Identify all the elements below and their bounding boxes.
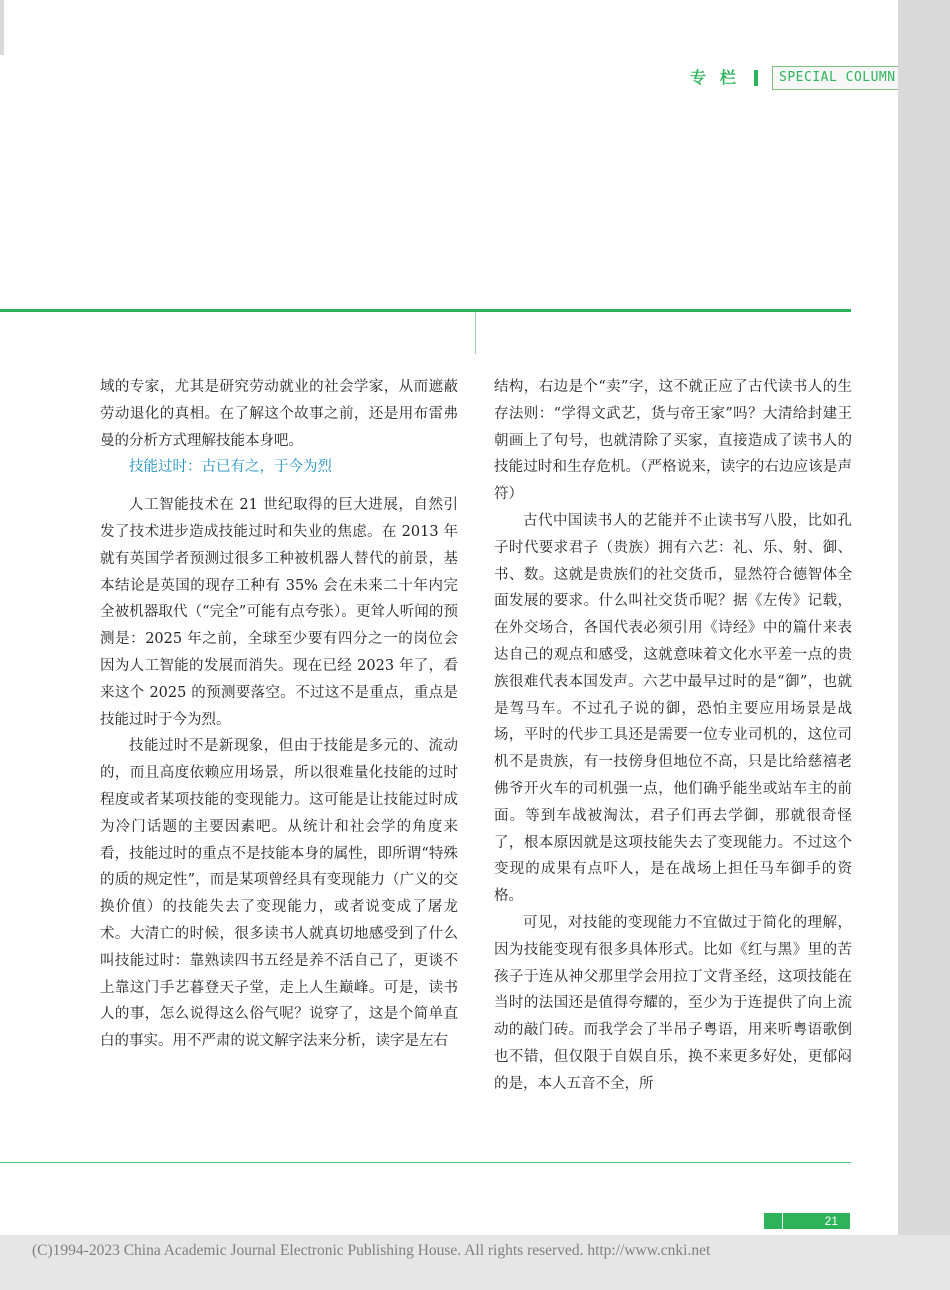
- corner-shade: [0, 0, 4, 55]
- section-title-cn: 专栏: [690, 68, 751, 87]
- right-column: [494, 374, 852, 1098]
- top-green-rule: [0, 309, 851, 312]
- left-paragraph-2: 人工智能技术在 21 世纪取得的巨大进展，自然引发了技术进步造成技能过时和失业的焦虑。在 2013 年就有英国学者预测过很多工种被机器人替代的前景，基本结论是英国的现存工种有 35% 会在未来二十年内完全被机器取代（“完全”可能有点夸张）。更耸人听闻的预测是：2025 年之前，全球至少要有四分之一的岗位会因为人工智能的发展而消失。现在已经 2023 年了，看来这个 2025 的预测要落空。不过这不是重点，重点是技能过时于今为烈。: [100, 497, 458, 728]
- right-paragraph-3: 可见，对技能的变现能力不宜做过于简化的理解，因为技能变现有很多具体形式。比如《红与黑》里的苦孩子于连从神父那里学会用拉丁文背圣经，这项技能在当时的法国还是值得夸耀的，至少为于连提供了向上流动的敲门砖。而我学会了半吊子粤语，用来听粤语歌倒也不错，但仅限于自娱自乐，换不来更多好处，更郁闷的是，本人五音不全，所: [494, 914, 852, 1092]
- right-paragraph-2: 古代中国读书人的艺能并不止读书写八股，比如孔子时代要求君子（贵族）拥有六艺：礼、乐、射、御、书、数。这就是贵族们的社交货币，显然符合德智体全面发展的要求。什么叫社交货币呢？据《左传》记载，在外交场合，各国代表必须引用《诗经》中的篇什来表达自己的观点和感受，这就意味着文化水平差一点的贵族很难代表本国发声。六艺中最早过时的是“御”，也就是驾马车。不过孔子说的御，恐怕主要应用场景是战场，平时的代步工具还是需要一位专业司机的，这位司机不是贵族，有一技傍身但地位不高，只是比给慈禧老佛爷开火车的司机强一点，他们确乎能坐或站车主的前面。等到车战被淘汰，君子们再去学御，那就很奇怪了，根本原因就是这项技能失去了变现能力。不过这个变现的成果有点吓人，是在战场上担任马车御手的资格。: [494, 512, 852, 905]
- header-divider-bar: [754, 70, 758, 86]
- bottom-green-rule: [0, 1162, 851, 1163]
- section-subheading: 技能过时：古已有之，于今为烈: [129, 459, 332, 476]
- left-column: [100, 374, 458, 1055]
- column-divider: [475, 312, 476, 354]
- right-paragraph-1: 结构，右边是个“卖”字，这不就正应了古代读书人的生存法则：“学得文武艺，货与帝王家”吗？大清给封建王朝画上了句号，也就清除了买家，直接造成了读书人的技能过时和生存危机。（严格说来，读字的右边应该是声符）: [494, 379, 852, 503]
- page-number: 21: [764, 1213, 850, 1229]
- copyright-footer: (C)1994-2023 China Academic Journal Electronic Publishing House. All rights reserved. http://www.cnki.net: [32, 1242, 711, 1259]
- section-title-en: SPECIAL COLUMN: [772, 66, 898, 90]
- page-number-tick: [782, 1213, 783, 1229]
- left-paragraph-1: 域的专家，尤其是研究劳动就业的社会学家，从而遮蔽劳动退化的真相。在了解这个故事之前，还是用布雷弗曼的分析方式理解技能本身吧。: [100, 379, 458, 449]
- left-paragraph-3: 技能过时不是新现象，但由于技能是多元的、流动的，而且高度依赖应用场景，所以很难量化技能的过时程度或者某项技能的变现能力。这可能是让技能过时成为冷门话题的主要因素吧。从统计和社会学的角度来看，技能过时的重点不是技能本身的属性，即所谓“特殊的质的规定性”，而是某项曾经具有变现能力（广义的交换价值）的技能失去了变现能力，或者说变成了屠龙术。大清亡的时候，很多读书人就真切地感受到了什么叫技能过时：靠熟读四书五经是养不活自己了，更谈不上靠这门手艺暮登天子堂，走上人生巅峰。可是，读书人的事，怎么说得这么俗气呢？说穿了，这是个简单直白的事实。用不严肃的说文解字法来分析，读字是左右: [100, 738, 458, 1050]
- page-edge-shade: [898, 0, 950, 1235]
